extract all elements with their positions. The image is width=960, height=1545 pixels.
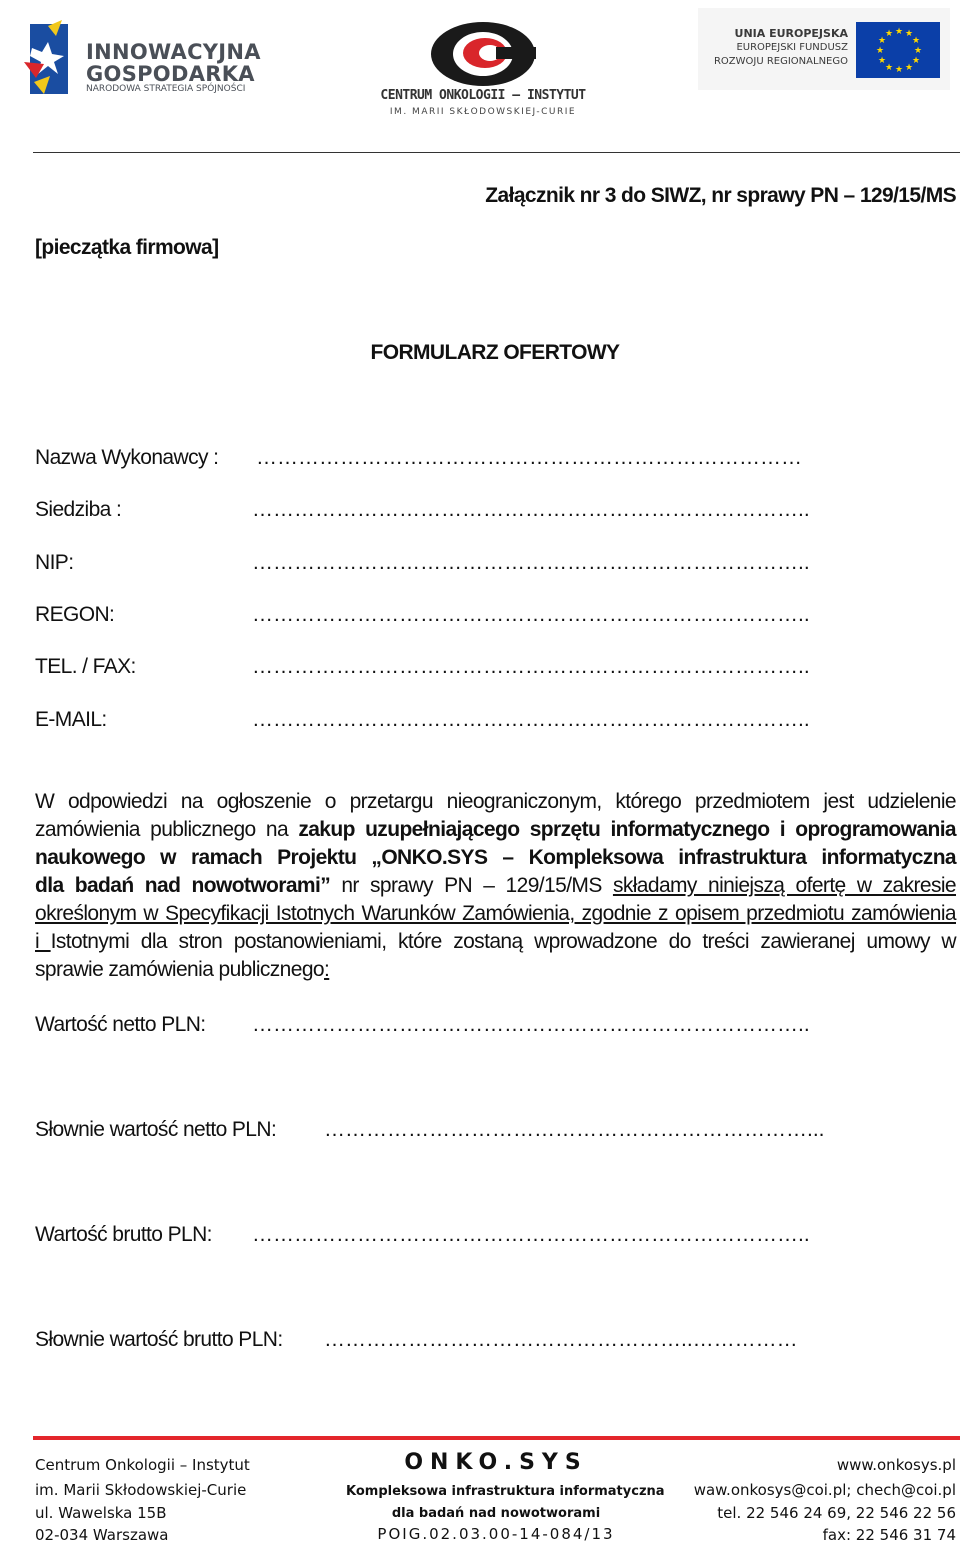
field-gross-value[interactable]: …………………………………………………………………….. bbox=[252, 1223, 810, 1246]
field-tel-fax[interactable]: …………………………………………………………………….. bbox=[252, 655, 810, 678]
eu-line1: UNIA EUROPEJSKA bbox=[734, 27, 848, 40]
svg-text:★: ★ bbox=[914, 46, 923, 56]
offer-paragraph bbox=[35, 788, 956, 984]
paragraph-text: zamówienia publicznego na bbox=[35, 818, 299, 841]
field-label-regon: REGON: bbox=[35, 603, 115, 626]
field-label-tel-fax: TEL. / FAX: bbox=[35, 655, 136, 678]
footer-project-line2: dla badań nad nowotworami bbox=[391, 1506, 601, 1521]
form-title: FORMULARZ OFERTOWY bbox=[370, 341, 620, 364]
svg-text:★: ★ bbox=[895, 27, 904, 37]
paragraph-line: naukowego w ramach Projektu „ONKO.SYS – Kompleksowa infrastruktura informatyczna bbox=[35, 846, 956, 869]
field-label-email: E-MAIL: bbox=[35, 708, 107, 731]
footer-divider bbox=[33, 1436, 960, 1440]
ig-star-icon bbox=[22, 18, 84, 100]
ig-line1: INNOWACYJNA bbox=[86, 40, 261, 64]
field-net-value-words[interactable]: ……………………………………………………………... bbox=[324, 1118, 825, 1141]
paragraph-line bbox=[35, 872, 956, 900]
svg-text:★: ★ bbox=[905, 29, 914, 39]
field-label-nip: NIP: bbox=[35, 551, 74, 574]
footer-address-line: Centrum Onkologii – Instytut bbox=[35, 1456, 250, 1474]
paragraph-underlined-text: : bbox=[324, 958, 330, 981]
footer-email-link[interactable]: waw.onkosys@coi.pl; chech@coi.pl bbox=[693, 1481, 956, 1499]
field-seat[interactable]: …………………………………………………………………….. bbox=[252, 498, 810, 521]
coi-emblem-icon bbox=[378, 20, 588, 88]
svg-text:★: ★ bbox=[912, 56, 921, 66]
svg-text:★: ★ bbox=[878, 56, 887, 66]
paragraph-line bbox=[35, 956, 956, 984]
footer-address-line: ul. Wawelska 15B bbox=[35, 1504, 167, 1522]
coi-logo bbox=[378, 20, 588, 120]
field-label-contractor-name: Nazwa Wykonawcy : bbox=[35, 446, 219, 469]
innowacyjna-gospodarka-logo bbox=[22, 18, 262, 100]
field-label-gross-value-words: Słownie wartość brutto PLN: bbox=[35, 1328, 283, 1351]
field-label-gross-value: Wartość brutto PLN: bbox=[35, 1223, 212, 1246]
footer-address-line: 02-034 Warszawa bbox=[35, 1526, 169, 1544]
svg-text:★: ★ bbox=[876, 46, 885, 56]
field-nip[interactable]: …………………………………………………………………….. bbox=[252, 551, 810, 574]
paragraph-line bbox=[35, 928, 956, 956]
paragraph-line: W odpowiedzi na ogłoszenie o przetargu nieograniczonym, którego przedmiotem jest udzielenie bbox=[35, 790, 956, 813]
paragraph-bold-text: zakup uzupełniającego sprzętu informatycznego i oprogramowania bbox=[298, 818, 957, 841]
page-header bbox=[0, 0, 960, 155]
field-regon[interactable]: …………………………………………………………………….. bbox=[252, 603, 810, 626]
footer-address-line: im. Marii Skłodowskiej-Curie bbox=[35, 1481, 247, 1499]
svg-text:★: ★ bbox=[885, 63, 894, 73]
svg-text:★: ★ bbox=[905, 63, 914, 73]
paragraph-underlined-text: składamy niniejszą ofertę w zakresie bbox=[612, 874, 956, 897]
paragraph-line bbox=[35, 816, 956, 844]
svg-text:★: ★ bbox=[878, 36, 887, 46]
paragraph-underlined-text: i bbox=[35, 930, 51, 953]
eu-flag-icon bbox=[856, 22, 940, 78]
company-stamp-placeholder: [pieczątka firmowa] bbox=[35, 236, 219, 259]
field-gross-value-words[interactable]: ……………………………………………..…………… bbox=[324, 1328, 798, 1351]
ig-line3: NARODOWA STRATEGIA SPÓJNOŚCI bbox=[86, 84, 246, 94]
header-divider bbox=[33, 152, 960, 153]
field-net-value[interactable]: …………………………………………………………………….. bbox=[252, 1013, 810, 1036]
onkosys-brand: ONKO.SYS bbox=[404, 1450, 588, 1475]
svg-text:★: ★ bbox=[912, 36, 921, 46]
paragraph-text: sprawie zamówienia publicznego bbox=[35, 958, 325, 981]
footer-website-link[interactable]: www.onkosys.pl bbox=[836, 1456, 956, 1474]
field-label-net-value: Wartość netto PLN: bbox=[35, 1013, 206, 1036]
field-contractor-name[interactable]: …………………………………………………………………… bbox=[256, 446, 802, 469]
paragraph-line: określonym w Specyfikacji Istotnych Warunków Zamówienia, zgodnie z opisem przedmiotu zamówienia bbox=[35, 902, 956, 925]
eu-line2: EUROPEJSKI FUNDUSZ bbox=[736, 42, 848, 53]
paragraph-bold-text: dla badań nad nowotworami” bbox=[35, 874, 331, 897]
field-label-net-value-words: Słownie wartość netto PLN: bbox=[35, 1118, 277, 1141]
paragraph-text: Istotnymi dla stron postanowieniami, które zostaną wprowadzone do treści zawieranej umowy w bbox=[50, 930, 956, 953]
eu-logo bbox=[698, 8, 950, 90]
field-label-seat: Siedziba : bbox=[35, 498, 122, 521]
coi-line2: IM. MARII SKŁODOWSKIEJ-CURIE bbox=[389, 107, 577, 117]
footer-project-line1: Kompleksowa infrastruktura informatyczna bbox=[346, 1484, 665, 1499]
footer-phone: tel. 22 546 24 69, 22 546 22 56 bbox=[717, 1504, 956, 1522]
paragraph-text: nr sprawy PN – 129/15/MS bbox=[330, 874, 613, 897]
svg-text:★: ★ bbox=[895, 65, 904, 75]
attachment-reference: Załącznik nr 3 do SIWZ, nr sprawy PN – 129/15/MS bbox=[485, 184, 956, 207]
svg-text:★: ★ bbox=[885, 29, 894, 39]
ig-line2: GOSPODARKA bbox=[86, 62, 255, 86]
footer-fax: fax: 22 546 31 74 bbox=[822, 1526, 956, 1544]
footer-project-code: POIG.02.03.00-14-084/13 bbox=[377, 1525, 615, 1543]
coi-line1: CENTRUM ONKOLOGII – INSTYTUT bbox=[380, 88, 586, 103]
field-email[interactable]: …………………………………………………………………….. bbox=[252, 708, 810, 731]
eu-line3: ROZWOJU REGIONALNEGO bbox=[713, 56, 848, 67]
